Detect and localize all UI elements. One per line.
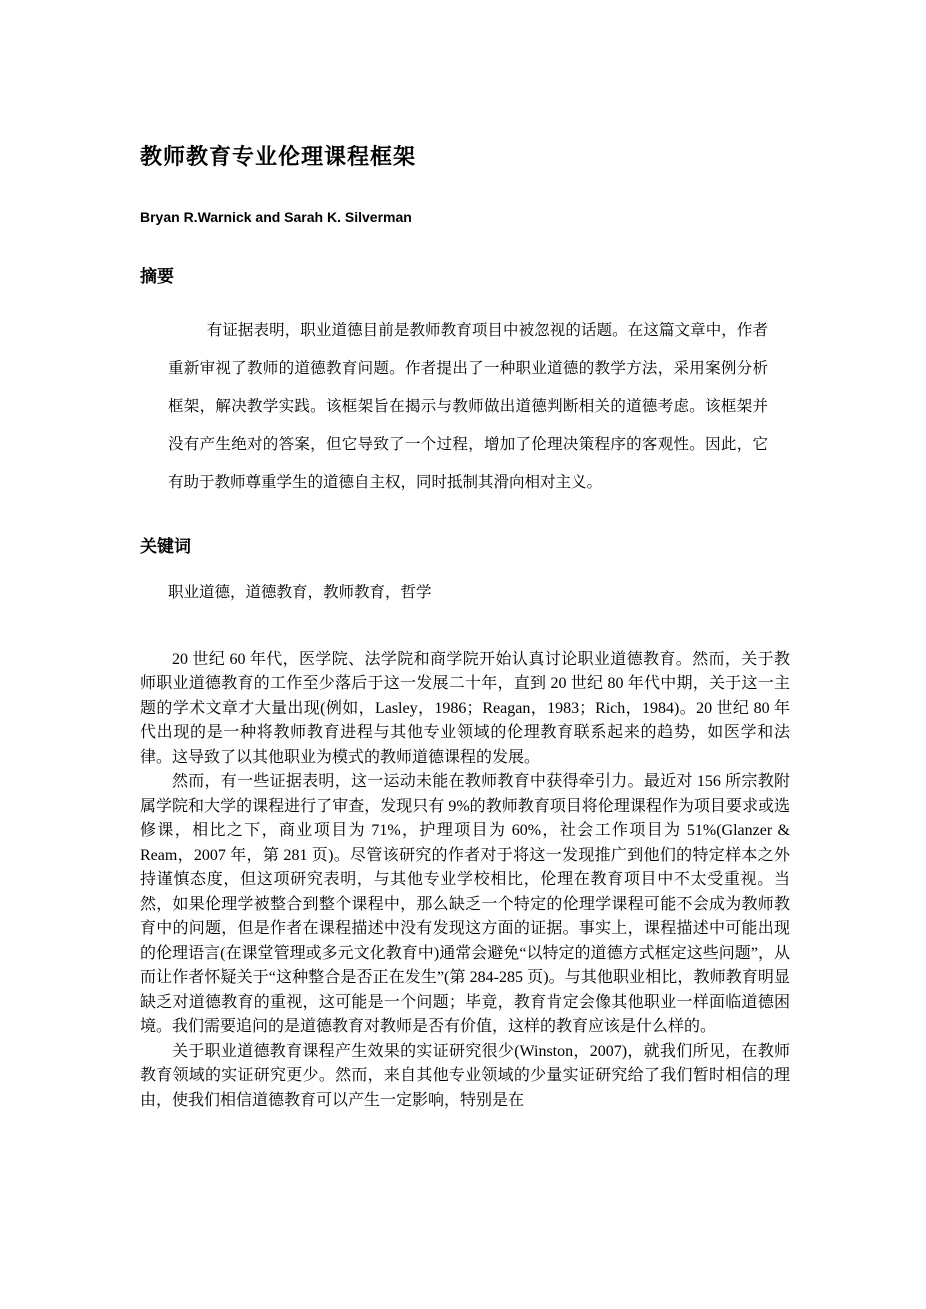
keywords-text: 职业道德，道德教育，教师教育，哲学	[168, 583, 432, 601]
keywords-heading: 关键词	[140, 536, 191, 556]
authors-line: Bryan R.Warnick and Sarah K. Silverman	[140, 208, 412, 225]
abstract-text: 有证据表明，职业道德目前是教师教育项目中被忽视的话题。在这篇文章中，作者重新审视了教师的道德教育问题。作者提出了一种职业道德的教学方法，采用案例分析框架，解决教学实践。该框架旨在揭示与教师做出道德判断相关的道德考虑。该框架并没有产生绝对的答案，但它导致了一个过程，增加了伦理决策程序的客观性。因此，它有助于教师尊重学生的道德自主权，同时抵制其滑向相对主义。	[168, 321, 768, 491]
body-content	[140, 648, 790, 1114]
document-title: 教师教育专业伦理课程框架	[140, 144, 417, 169]
body-paragraph: 20 世纪 60 年代，医学院、法学院和商学院开始认真讨论职业道德教育。然而，关于教师职业道德教育的工作至少落后于这一发展二十年，直到 20 世纪 80 年代中期，关于这一主题的学术文章才大量出现(例如，Lasley，1986；Reagan，1983；Rich，1984)。20 世纪 80 年代出现的是一种将教师教育进程与其他专业领域的伦理教育联系起来的趋势，如医学和法律。这导致了以其他职业为模式的教师道德课程的发展。	[140, 650, 790, 766]
body-paragraph: 然而，有一些证据表明，这一运动未能在教师教育中获得牵引力。最近对 156 所宗教附属学院和大学的课程进行了审查，发现只有 9%的教师教育项目将伦理课程作为项目要求或选修课，相比之下，商业项目为 71%，护理项目为 60%，社会工作项目为 51%(Glanzer & Ream，2007 年，第 281 页)。尽管该研究的作者对于将这一发现推广到他们的特定样本之外持谨慎态度，但这项研究表明，与其他专业学校相比，伦理在教育项目中不太受重视。当然，如果伦理学被整合到整个课程中，那么缺乏一个特定的伦理学课程可能不会成为教师教育中的问题，但是作者在课程描述中没有发现这方面的证据。事实上，课程描述中可能出现的伦理语言(在课堂管理或多元文化教育中)通常会避免“以特定的道德方式框定这些问题”，从而让作者怀疑关于“这种整合是否正在发生”(第 284-285 页)。与其他职业相比，教师教育明显缺乏对道德教育的重视，这可能是一个问题；毕竟，教育肯定会像其他职业一样面临道德困境。我们需要追问的是道德教育对教师是否有价值，这样的教育应该是什么样的。	[140, 773, 790, 1036]
body-paragraph: 关于职业道德教育课程产生效果的实证研究很少(Winston，2007)，就我们所见，在教师教育领域的实证研究更少。然而，来自其他专业领域的少量实证研究给了我们暂时相信的理由，使我们相信道德教育可以产生一定影响，特别是在	[140, 1042, 790, 1109]
abstract-heading: 摘要	[140, 266, 174, 286]
